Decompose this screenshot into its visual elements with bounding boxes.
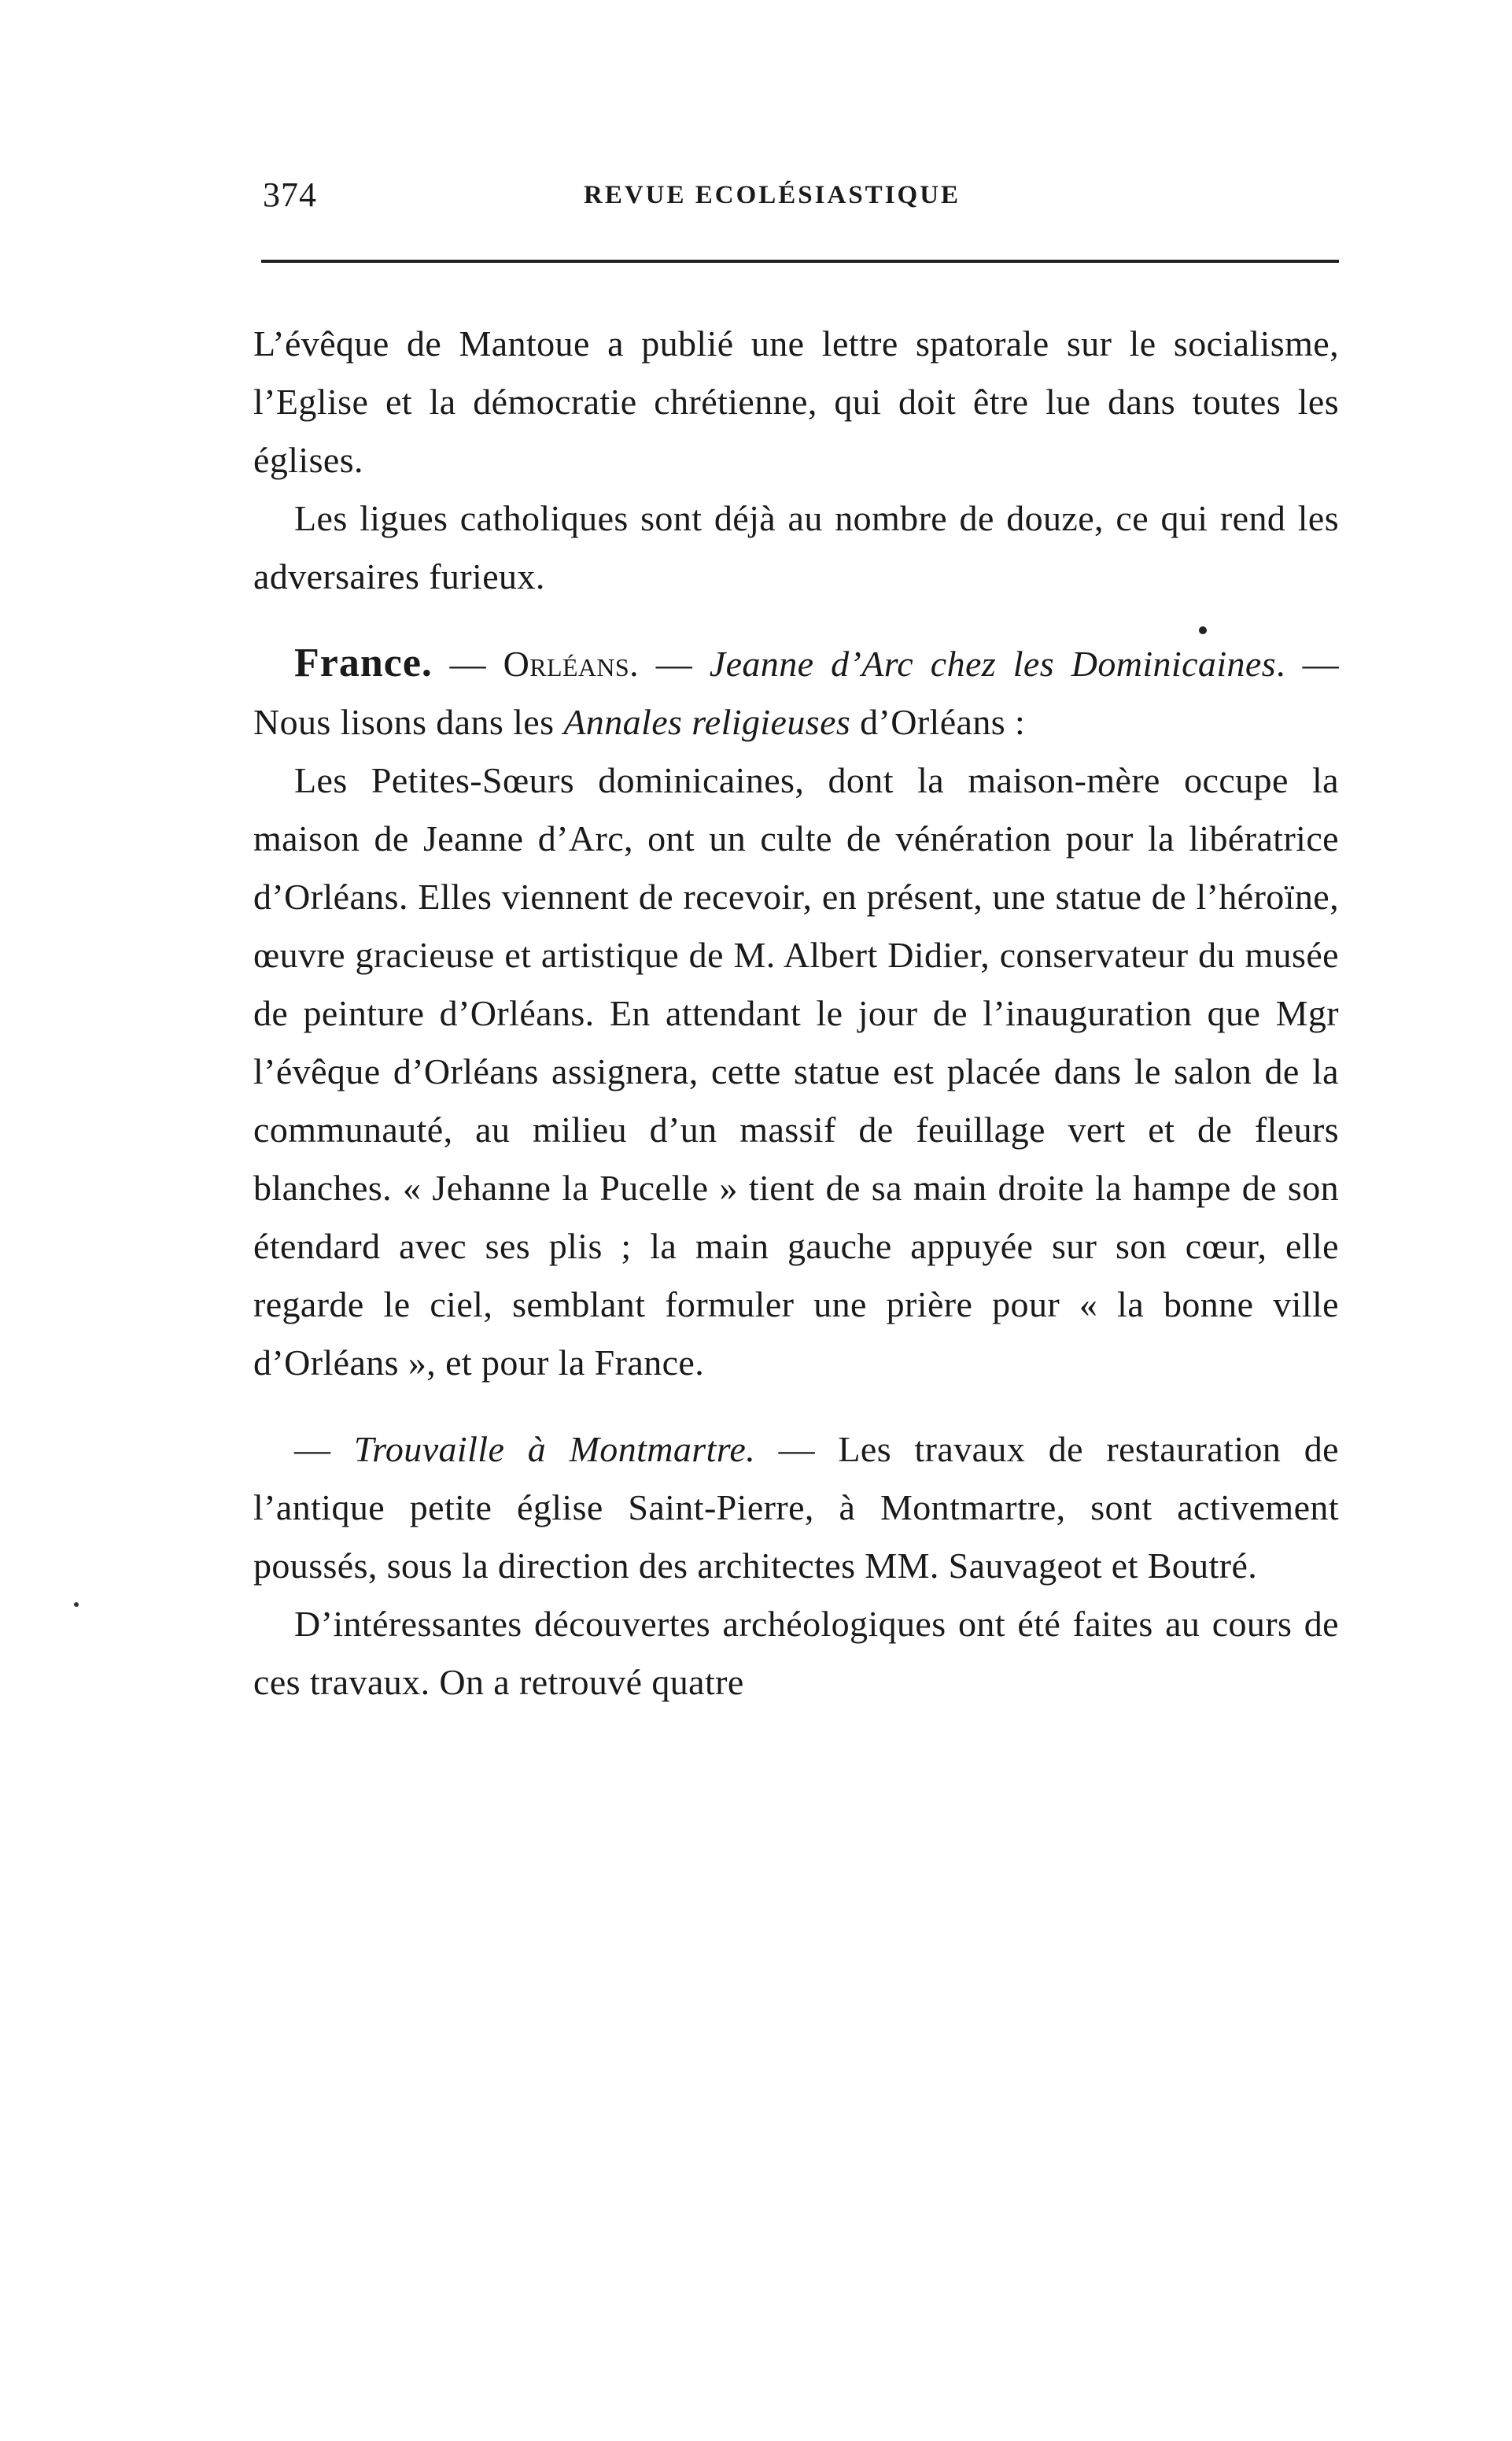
running-title: REVUE ECOLÉSIASTIQUE	[584, 181, 961, 209]
paragraph-statue: Les Petites-Sœurs dominicaines, dont la maison-mère occupe la maison de Jeanne d’Arc, ont un culte de vénération pour la libératrice d’Orléans. Elles viennent de recevoir, en présent, une statue de l’héroïne, œuvre gracieuse et artistique de M. Albert Didier, conservateur du musée de peinture d’Orléans. En attendant le jour de l’inauguration que Mgr l’évêque d’Orléans assignera, cette statue est placée dans le salon de la communauté, au milieu d’un massif de feuillage vert et de fleurs blanches. « Jehanne la Pucelle » tient de sa main droite la hampe de son étendard avec ses plis ; la main gauche appuyée sur son cœur, elle regarde le ciel, semblant formuler une prière pour « la bonne ville d’Orléans », et pour la France.	[253, 760, 1339, 1383]
paragraph-ligues: Les ligues catholiques sont déjà au nombre de douze, ce qui rend les adversaires furieux.	[253, 498, 1339, 596]
city-heading: Orléans	[503, 644, 630, 684]
header-rule	[261, 260, 1339, 263]
paragraph-france-heading	[253, 634, 1339, 752]
print-bullet-mark	[1199, 626, 1207, 634]
page	[253, 157, 1339, 1702]
montmartre-title: Trouvaille à Montmartre.	[353, 1429, 756, 1469]
dash: —	[432, 644, 503, 684]
article-body	[253, 315, 1339, 1712]
stray-print-dot	[74, 1602, 79, 1607]
dash: . —	[629, 644, 710, 684]
paragraph-decouvertes: D’intéressantes découvertes archéologiques ont été faites au cours de ces travaux. On a retrouvé quatre	[253, 1604, 1339, 1702]
article-title: Jeanne d’Arc chez les Dominicaines	[709, 644, 1277, 684]
lead-text: Nous lisons dans les	[253, 702, 564, 742]
dash: —	[294, 1429, 354, 1469]
lead-tail: d’Orléans :	[850, 702, 1026, 742]
page-number: 374	[263, 175, 317, 214]
dash: . —	[1276, 644, 1339, 684]
paragraph-mantoue: L’évêque de Mantoue a publié une lettre spatorale sur le socialisme, l’Eglise et la démocratie chrétienne, qui doit être lue dans toutes les églises.	[253, 323, 1339, 480]
country-heading: France.	[294, 641, 433, 685]
montmartre-text: — Les travaux de restauration de l’antique petite église Saint-Pierre, à Montmartre, sont activement poussés, sous la direction des architectes MM. Sauvageot et Boutré.	[253, 1429, 1339, 1586]
source-title: Annales religieuses	[563, 702, 851, 742]
page-header	[253, 157, 1339, 220]
paragraph-montmartre	[253, 1420, 1339, 1595]
